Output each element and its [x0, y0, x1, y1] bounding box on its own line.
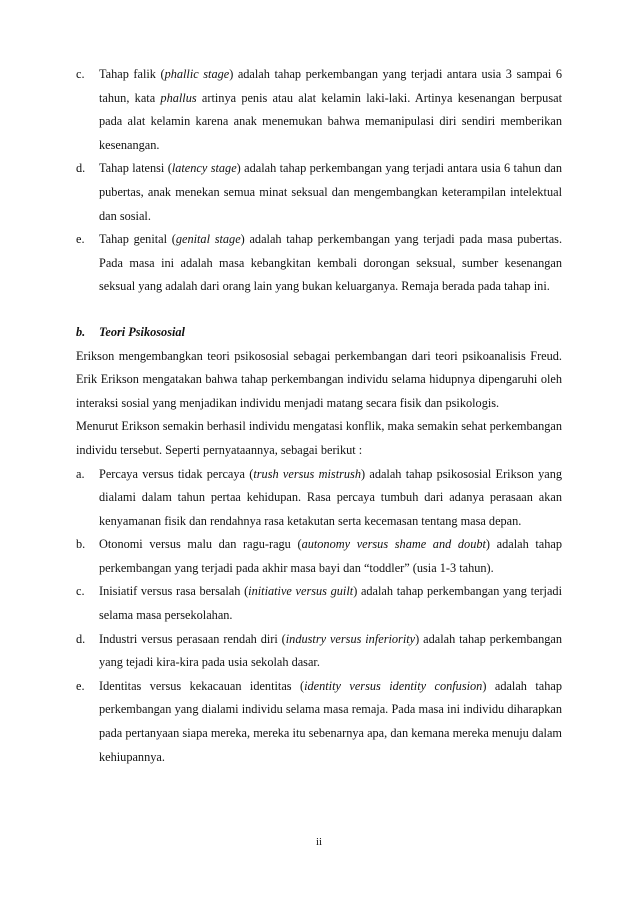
text-run: ) adalah tahap perkembangan yang terjadi pada masa pubertas. Pada masa ini adalah masa kebangkitan kembali dorongan seksual, sumber kesenangan seksual yang adalah dari orang lain yang bukan keluarganya. Remaja berada pada tahap ini.	[99, 232, 563, 294]
text-run: ) adalah tahap psikososial Erikson yang dialami dalam tahun pertaa kehidupan. Rasa percaya tumbuh dari adanya perasaan akan kenyamanan fisik dan rendahnya rasa ketakutan serta kecemasan tentang masa depan.	[99, 466, 562, 528]
page-number: ii	[315, 836, 323, 848]
section-spacer	[76, 299, 562, 321]
italic-term: latency stage	[171, 161, 237, 176]
list-marker: d.	[76, 631, 86, 646]
section-marker: b.	[76, 324, 86, 339]
list-item-text	[99, 580, 562, 627]
list-item-identity-vs-confusion	[76, 675, 562, 769]
italic-term: trush versus mistrush	[253, 466, 361, 481]
italic-term: phallus	[160, 90, 197, 105]
list-item-industry-vs-inferiority	[76, 628, 562, 675]
text-run: ) adalah tahap perkembangan yang terjadi pada akhir masa bayi dan “toddler” (usia 1-3 tahun).	[99, 537, 562, 575]
section-heading	[76, 321, 562, 345]
list-item-phallic-stage	[76, 63, 562, 157]
list-marker: a.	[76, 466, 85, 481]
list-item-genital-stage	[76, 228, 562, 299]
list-marker: c.	[76, 584, 85, 599]
intro-paragraph-2: Menurut Erikson semakin berhasil individu mengatasi konflik, maka semakin sehat perkembangan individu tersebut. Seperti pernyataannya, sebagai berikut :	[76, 419, 562, 457]
text-run: Tahap genital (	[99, 232, 176, 247]
intro-paragraph: Erikson mengembangkan teori psikososial sebagai perkembangan dari teori psikoanalisis Freud. Erik Erikson mengatakan bahwa tahap perkembangan individu selama hidupnya dipengaruhi oleh interaksi sosial yang menjadikan individu menjadi matang secara fisik dan psikologis.	[76, 348, 562, 410]
list-item-autonomy-vs-shame	[76, 533, 562, 580]
text-run: ) adalah tahap perkembangan yang tejadi kira-kira pada usia sekolah dasar.	[99, 631, 562, 670]
italic-term: autonomy versus shame and doubt	[301, 537, 486, 552]
italic-term: identity versus identity confusion	[304, 678, 483, 693]
list-item-text	[99, 463, 562, 534]
list-item-initiative-vs-guilt	[76, 580, 562, 627]
italic-term: phallic stage	[164, 67, 230, 81]
italic-term: industry versus inferiority	[285, 631, 416, 646]
text-run: Identitas versus kekacauan identitas (	[99, 678, 305, 693]
italic-term: genital stage	[175, 232, 241, 247]
list-item-latency-stage	[76, 157, 562, 228]
list-marker: b.	[76, 537, 86, 552]
document-body	[76, 63, 562, 769]
list-item-text	[99, 228, 562, 299]
list-marker: c.	[76, 67, 85, 81]
text-run: Industri versus perasaan rendah diri (	[99, 631, 286, 646]
text-run: Tahap latensi (	[99, 161, 172, 176]
text-run: Inisiatif versus rasa bersalah (	[99, 584, 249, 599]
text-run: ) adalah tahap perkembangan yang terjadi selama masa persekolahan.	[99, 584, 562, 623]
text-run: Otonomi versus malu dan ragu-ragu (	[99, 537, 302, 552]
section-title: Teori Psikososial	[99, 324, 185, 339]
text-run: ) adalah tahap perkembangan yang dialami individu selama masa remaja. Pada masa ini individu diharapkan pada pertanyaan siapa mereka, mereka itu sebenarnya apa, dan kemana mereka menuju dalam kehiupannya.	[99, 678, 562, 764]
text-run: artinya penis atau alat kelamin laki-laki. Artinya kesenangan berpusat pada alat kelamin karena anak menemukan bahwa memanipulasi diri sendiri memberikan kesenangan.	[99, 90, 562, 152]
text-run: ) adalah tahap perkembangan yang terjadi antara usia 3 sampai 6 tahun, kata	[99, 67, 562, 105]
text-run: Percaya versus tidak percaya (	[99, 466, 254, 481]
list-marker: e.	[76, 232, 85, 247]
list-item-text	[99, 628, 562, 675]
list-marker: d.	[76, 161, 86, 176]
list-item-trust-vs-mistrust	[76, 463, 562, 534]
list-item-text	[99, 675, 562, 769]
italic-term: initiative versus guilt	[248, 584, 354, 599]
text-run: ) adalah tahap perkembangan yang terjadi antara usia 6 tahun dan pubertas, anak menekan semua minat seksual dan mengembangkan keterampilan intelektual dan sosial.	[99, 161, 562, 223]
text-run: Tahap falik (	[99, 67, 165, 81]
list-marker: e.	[76, 678, 85, 693]
list-item-text	[99, 157, 562, 228]
list-item-text	[99, 63, 562, 157]
list-item-text	[99, 533, 562, 580]
